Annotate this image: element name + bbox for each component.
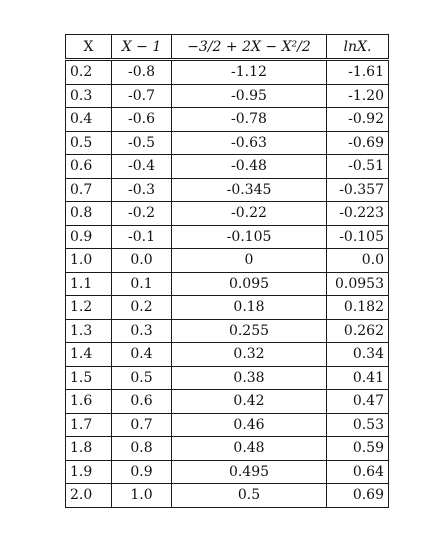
table-row xyxy=(66,437,389,461)
cell-polynomial: -0.78 xyxy=(172,108,327,132)
table-row xyxy=(66,155,389,179)
cell-polynomial: -0.48 xyxy=(172,155,327,179)
cell-polynomial: -0.95 xyxy=(172,84,327,108)
cell-polynomial: 0.32 xyxy=(172,343,327,367)
cell-x: 0.4 xyxy=(66,108,112,132)
table-row xyxy=(66,272,389,296)
cell-x: 0.9 xyxy=(66,225,112,249)
table-row xyxy=(66,413,389,437)
cell-x: 1.7 xyxy=(66,413,112,437)
cell-polynomial: -1.12 xyxy=(172,60,327,85)
cell-ln-x: -0.51 xyxy=(327,155,389,179)
cell-x-minus-1: -0.4 xyxy=(112,155,172,179)
cell-polynomial: -0.345 xyxy=(172,178,327,202)
cell-ln-x: -0.69 xyxy=(327,131,389,155)
cell-x: 1.6 xyxy=(66,390,112,414)
cell-x: 1.2 xyxy=(66,296,112,320)
table-row xyxy=(66,225,389,249)
cell-ln-x: 0.182 xyxy=(327,296,389,320)
header-polynomial: −3/2 + 2X − X²/2 xyxy=(172,35,327,60)
table-body xyxy=(66,60,389,508)
cell-x: 1.8 xyxy=(66,437,112,461)
table-row xyxy=(66,390,389,414)
cell-x-minus-1: -0.5 xyxy=(112,131,172,155)
cell-x: 1.3 xyxy=(66,319,112,343)
cell-x-minus-1: -0.8 xyxy=(112,60,172,85)
cell-ln-x: -0.357 xyxy=(327,178,389,202)
cell-x-minus-1: 0.5 xyxy=(112,366,172,390)
header-ln-x: lnX. xyxy=(327,35,389,60)
cell-x-minus-1: 0.7 xyxy=(112,413,172,437)
cell-x: 0.3 xyxy=(66,84,112,108)
cell-ln-x: -0.105 xyxy=(327,225,389,249)
cell-x-minus-1: 1.0 xyxy=(112,484,172,508)
cell-ln-x: 0.41 xyxy=(327,366,389,390)
table-row xyxy=(66,178,389,202)
cell-x: 0.8 xyxy=(66,202,112,226)
cell-ln-x: 0.0953 xyxy=(327,272,389,296)
cell-ln-x: 0.47 xyxy=(327,390,389,414)
cell-x-minus-1: 0.8 xyxy=(112,437,172,461)
cell-ln-x: 0.262 xyxy=(327,319,389,343)
cell-polynomial: 0.255 xyxy=(172,319,327,343)
cell-polynomial: 0.46 xyxy=(172,413,327,437)
cell-polynomial: -0.105 xyxy=(172,225,327,249)
table-row xyxy=(66,366,389,390)
cell-ln-x: 0.53 xyxy=(327,413,389,437)
cell-polynomial: -0.63 xyxy=(172,131,327,155)
cell-x-minus-1: -0.6 xyxy=(112,108,172,132)
cell-ln-x: 0.64 xyxy=(327,460,389,484)
cell-x: 1.5 xyxy=(66,366,112,390)
cell-ln-x: 0.0 xyxy=(327,249,389,273)
table-row xyxy=(66,131,389,155)
table-row xyxy=(66,460,389,484)
cell-polynomial: 0.48 xyxy=(172,437,327,461)
table-row xyxy=(66,484,389,508)
cell-x-minus-1: 0.4 xyxy=(112,343,172,367)
cell-x-minus-1: 0.6 xyxy=(112,390,172,414)
cell-x: 1.1 xyxy=(66,272,112,296)
cell-x: 0.7 xyxy=(66,178,112,202)
cell-x: 1.0 xyxy=(66,249,112,273)
cell-ln-x: -0.223 xyxy=(327,202,389,226)
table-row xyxy=(66,108,389,132)
table-row xyxy=(66,343,389,367)
cell-ln-x: 0.69 xyxy=(327,484,389,508)
table-row xyxy=(66,319,389,343)
header-x-minus-1: X − 1 xyxy=(112,35,172,60)
cell-x: 0.6 xyxy=(66,155,112,179)
cell-polynomial: 0.5 xyxy=(172,484,327,508)
cell-x-minus-1: 0.3 xyxy=(112,319,172,343)
cell-x-minus-1: 0.1 xyxy=(112,272,172,296)
cell-x-minus-1: -0.7 xyxy=(112,84,172,108)
cell-ln-x: -1.20 xyxy=(327,84,389,108)
cell-ln-x: 0.59 xyxy=(327,437,389,461)
cell-x-minus-1: 0.9 xyxy=(112,460,172,484)
table-row xyxy=(66,202,389,226)
approximation-table xyxy=(65,34,389,508)
table-row xyxy=(66,296,389,320)
cell-polynomial: 0.38 xyxy=(172,366,327,390)
cell-polynomial: 0 xyxy=(172,249,327,273)
cell-x-minus-1: 0.2 xyxy=(112,296,172,320)
cell-x: 2.0 xyxy=(66,484,112,508)
cell-x: 1.9 xyxy=(66,460,112,484)
cell-polynomial: -0.22 xyxy=(172,202,327,226)
cell-polynomial: 0.42 xyxy=(172,390,327,414)
cell-polynomial: 0.495 xyxy=(172,460,327,484)
cell-x: 1.4 xyxy=(66,343,112,367)
cell-polynomial: 0.095 xyxy=(172,272,327,296)
cell-ln-x: -0.92 xyxy=(327,108,389,132)
table-row xyxy=(66,84,389,108)
cell-x-minus-1: -0.2 xyxy=(112,202,172,226)
cell-ln-x: -1.61 xyxy=(327,60,389,85)
table-row xyxy=(66,249,389,273)
cell-x: 0.5 xyxy=(66,131,112,155)
header-x: X xyxy=(66,35,112,60)
cell-x-minus-1: -0.1 xyxy=(112,225,172,249)
table-header xyxy=(66,35,389,60)
cell-ln-x: 0.34 xyxy=(327,343,389,367)
cell-x-minus-1: -0.3 xyxy=(112,178,172,202)
cell-x: 0.2 xyxy=(66,60,112,85)
cell-x-minus-1: 0.0 xyxy=(112,249,172,273)
cell-polynomial: 0.18 xyxy=(172,296,327,320)
header-row xyxy=(66,35,389,60)
table-row xyxy=(66,60,389,85)
